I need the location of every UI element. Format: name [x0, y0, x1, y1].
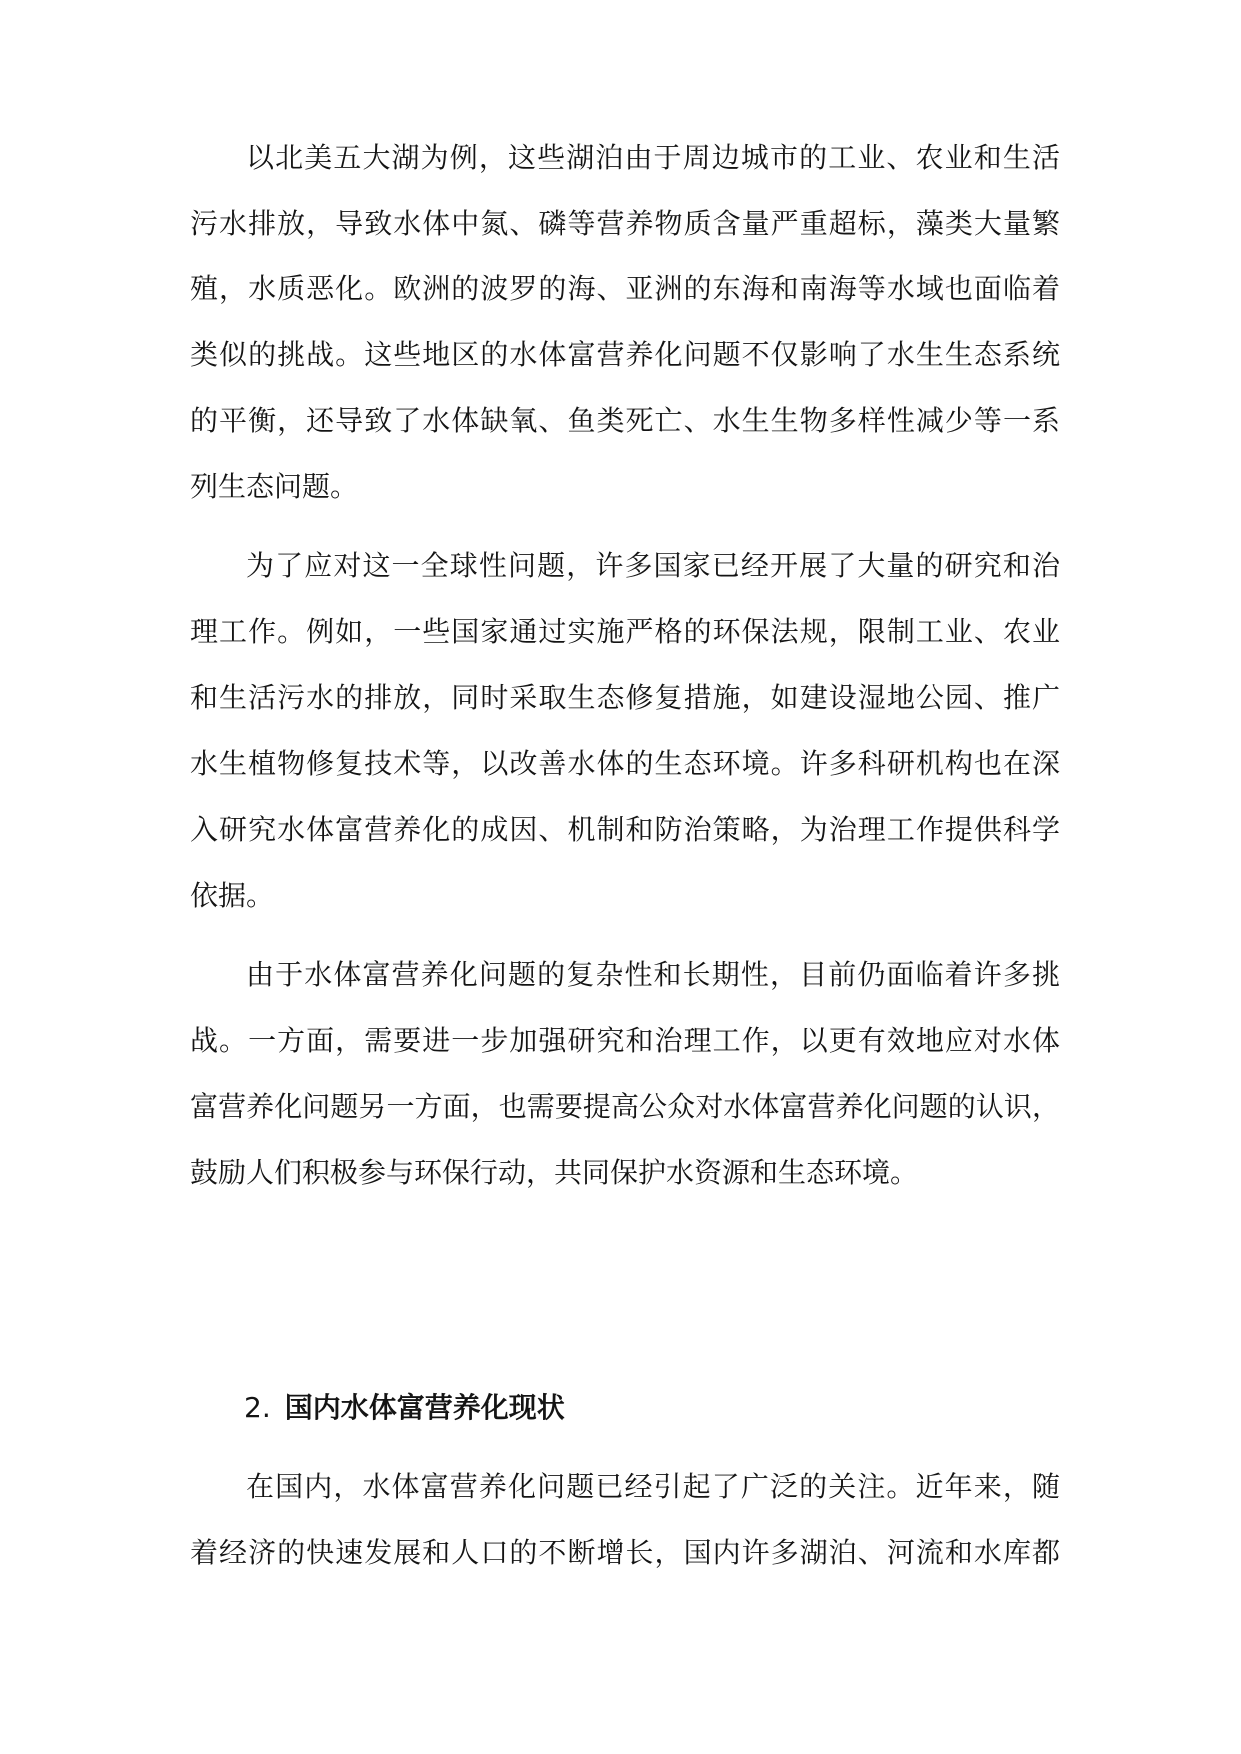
paragraph-line: 为了应对这一全球性问题，许多国家已经开展了大量的研究和治	[246, 549, 1060, 582]
section-title: 国内水体富营养化现状	[284, 1391, 565, 1424]
paragraph-line: 的平衡，还导致了水体缺氧、鱼类死亡、水生生物多样性减少等一系	[190, 404, 1060, 437]
section-number: 2.	[244, 1391, 271, 1424]
paragraph-line: 在国内，水体富营养化问题已经引起了广泛的关注。近年来，随	[246, 1470, 1060, 1503]
paragraph-line: 水生植物修复技术等，以改善水体的生态环境。许多科研机构也在深	[190, 747, 1060, 780]
paragraph-line: 依据。	[190, 879, 275, 912]
paragraph-line: 以北美五大湖为例，这些湖泊由于周边城市的工业、农业和生活	[246, 141, 1060, 174]
paragraph-line: 富营养化问题另一方面，也需要提高公众对水体富营养化问题的认识，	[190, 1090, 1060, 1123]
paragraph-line: 殖，水质恶化。欧洲的波罗的海、亚洲的东海和南海等水域也面临着	[190, 272, 1060, 305]
paragraph-line: 类似的挑战。这些地区的水体富营养化问题不仅影响了水生生态系统	[190, 338, 1060, 371]
paragraph-line: 污水排放，导致水体中氮、磷等营养物质含量严重超标，藻类大量繁	[190, 207, 1060, 240]
paragraph-line: 战。一方面，需要进一步加强研究和治理工作，以更有效地应对水体	[190, 1024, 1060, 1057]
paragraph-line: 列生态问题。	[190, 470, 359, 503]
paragraph-line: 鼓励人们积极参与环保行动，共同保护水资源和生态环境。	[190, 1156, 919, 1189]
section-heading	[244, 1385, 565, 1431]
paragraph-line: 由于水体富营养化问题的复杂性和长期性，目前仍面临着许多挑	[246, 958, 1060, 991]
paragraph-line: 和生活污水的排放，同时采取生态修复措施，如建设湿地公园、推广	[190, 681, 1060, 714]
paragraph-line: 着经济的快速发展和人口的不断增长，国内许多湖泊、河流和水库都	[190, 1536, 1060, 1569]
paragraph-line: 理工作。例如，一些国家通过实施严格的环保法规，限制工业、农业	[190, 615, 1060, 648]
paragraph-line: 入研究水体富营养化的成因、机制和防治策略，为治理工作提供科学	[190, 813, 1060, 846]
